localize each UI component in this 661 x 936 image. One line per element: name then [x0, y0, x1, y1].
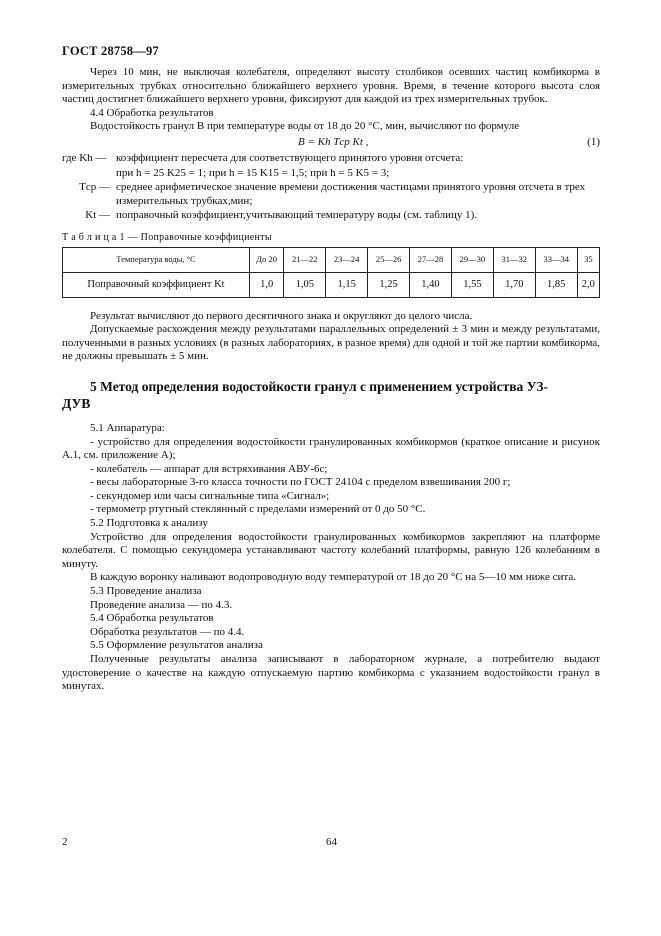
- page-number-left: 2: [62, 836, 68, 848]
- list-item: - колебатель — аппарат для встряхивания АВУ-6с;: [90, 462, 328, 475]
- formula: [62, 136, 600, 151]
- list-item: - секундомер или часы сигнальные типа «Сигнал»;: [90, 489, 330, 502]
- definition-kt: [62, 209, 600, 223]
- list-item: - весы лабораторные 3-го класса точности по ГОСТ 24104 с пределом взвешивания 200 г;: [90, 476, 511, 489]
- definition-text: поправочный коэффициент,учитывающий температуру воды (см. таблицу 1).: [116, 209, 478, 222]
- formula-expression: B = Kh Tср Kt ,: [298, 135, 369, 148]
- subsection-heading-5-3: 5.3 Проведение анализа: [90, 585, 202, 598]
- table-cell: 1,55: [451, 272, 493, 297]
- correction-table: [62, 247, 600, 298]
- paragraph: Через 10 мин, не выключая колебателя, определяют высоту столбиков осевших частиц комбикорма в измерительных трубках относительно ближайшего верхнего уровня. Время, в течение которого высота слоя частиц достигнет ближайшего верхнего уровня, фиксируют для каждой из трех измерительных трубок.: [62, 66, 600, 106]
- table-header-cell: Температура воды, °С: [63, 247, 250, 272]
- table-header-cell: 27—28: [410, 247, 452, 272]
- subsection-heading-5-5: 5.5 Оформление результатов анализа: [90, 639, 263, 652]
- subsection-heading-5-2: 5.2 Подготовка к анализу: [90, 517, 208, 530]
- table-header-row: [63, 247, 600, 272]
- subsection-heading-4-4: 4.4 Обработка результатов: [90, 106, 214, 119]
- table-header-cell: 35: [577, 247, 599, 272]
- list-item: - устройство для определения водостойкости гранулированных комбикормов (краткое описание и рисунок А.1, см. приложение А);: [62, 435, 600, 462]
- formula-number: (1): [587, 135, 600, 148]
- definition-term: Tср —: [79, 181, 110, 194]
- paragraph: Устройство для определения водостойкости гранулированных комбикормов закрепляют на платформе колебателя. С помощью секундомера устанавливают частоту колебаний платформы, равную 126 колебаниям в минуту.: [62, 530, 600, 570]
- definition-text: коэффициент пересчета для соответствующего принятого уровня отсчета:: [116, 151, 464, 164]
- paragraph: Обработка результатов — по 4.4.: [90, 625, 245, 638]
- definition-text: среднее арифметическое значение времени достижения частицами принятого уровня отсчета в трех измерительных трубках,мин;: [116, 181, 586, 207]
- table-caption: Т а б л и ц а 1 — Поправочные коэффициенты: [62, 231, 272, 243]
- paragraph: Проведение анализа — по 4.3.: [90, 598, 233, 611]
- section-heading-5: [62, 378, 600, 412]
- document-body: [62, 66, 600, 694]
- table-header-cell: 33—34: [535, 247, 577, 272]
- definition-term: где Kh —: [62, 151, 107, 164]
- table-cell: 2,0: [577, 272, 599, 297]
- paragraph: Полученные результаты анализа записывают в лабораторном журнале, а потребителю выдают удостоверение о качестве на каждую отпускаемую партию комбикорма с указанием водостойкости гранул в минутах.: [62, 653, 600, 693]
- table-cell: 1,25: [368, 272, 410, 297]
- paragraph: Водостойкость гранул B при температуре воды от 18 до 20 °C, мин, вычисляют по формуле: [90, 120, 520, 133]
- table-cell: 1,70: [493, 272, 535, 297]
- table-header-cell: 25—26: [368, 247, 410, 272]
- section-heading-line: ДУВ: [62, 395, 91, 411]
- table-cell: 1,85: [535, 272, 577, 297]
- page-number-center: 64: [326, 836, 337, 848]
- table-header-cell: До 20: [250, 247, 284, 272]
- paragraph: Допускаемые расхождения между результатами параллельных определений ± 3 мин и между результатами, полученными в разных условиях (в разных лабораториях, в разное время) для одной и той же партии комбикорма, не должны превышать ± 5 мин.: [62, 323, 600, 363]
- subsection-heading-5-1: 5.1 Аппаратура:: [90, 421, 165, 434]
- table-header-cell: 21—22: [284, 247, 326, 272]
- section-heading-line: 5 Метод определения водостойкости гранул с применением устройства УЗ-: [90, 378, 548, 394]
- table-row-label: Поправочный коэффициент Kt: [63, 272, 250, 297]
- table-cell: 1,15: [326, 272, 368, 297]
- table-header-cell: 29—30: [451, 247, 493, 272]
- subsection-heading-5-4: 5.4 Обработка результатов: [90, 612, 214, 625]
- table-cell: 1,40: [410, 272, 452, 297]
- definition-kh: [62, 152, 600, 166]
- definition-term: Kt —: [85, 209, 110, 222]
- table-header-cell: 31—32: [493, 247, 535, 272]
- paragraph: Результат вычисляют до первого десятичного знака и округляют до целого числа.: [90, 309, 473, 322]
- definition-kh-values: при h = 25 K25 = 1; при h = 15 K15 = 1,5; при h = 5 K5 = 3;: [116, 166, 390, 179]
- table-header-cell: 23—24: [326, 247, 368, 272]
- document-header: ГОСТ 28758—97: [62, 44, 159, 58]
- table-cell: 1,05: [284, 272, 326, 297]
- list-item: - термометр ртутный стеклянный с пределами измерений от 0 до 50 °С.: [90, 503, 426, 516]
- table-cell: 1,0: [250, 272, 284, 297]
- definition-tcp: [62, 181, 600, 208]
- paragraph: В каждую воронку наливают водопроводную воду температурой от 18 до 20 °С на 5—10 мм ниже сита.: [90, 571, 576, 584]
- table-row: [63, 272, 600, 297]
